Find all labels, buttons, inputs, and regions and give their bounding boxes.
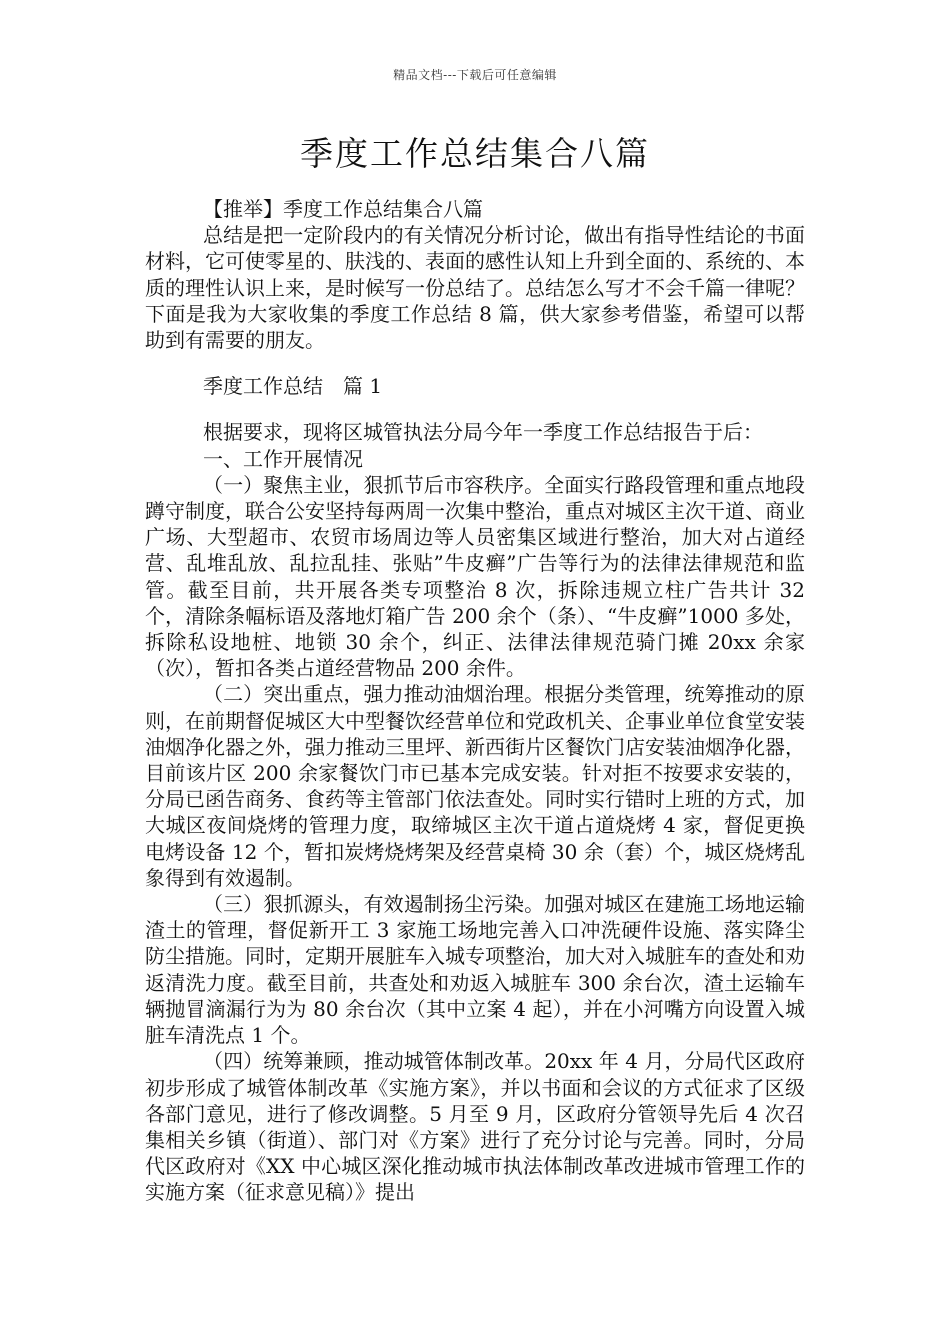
spacer (145, 353, 805, 373)
paragraph-1: （一）聚焦主业，狠抓节后市容秩序。全面实行路段管理和重点地段蹲守制度，联合公安坚持每两周一次集中整治，重点对城区主次干道、商业广场、大型超市、农贸市场周边等人员密集区域进行整治，加大对占道经营、乱堆乱放、乱拉乱挂、张贴”牛皮癣”广告等行为的法律法律规范和监管。截至目前，共开展各类专项整治 8 次，拆除违规立柱广告共计 32 个，清除条幅标语及落地灯箱广告 200 余个（条）、“牛皮癣”1000 多处，拆除私设地桩、地锁 30 余个，纠正、法律法律规范骑门摊 20xx 余家（次），暂扣各类占道经营物品 200 余件。 (145, 472, 805, 681)
document-body (145, 196, 805, 1206)
paragraph-3: （三）狠抓源头，有效遏制扬尘污染。加强对城区在建施工场地运输渣土的管理，督促新开工 3 家施工场地完善入口冲洗硬件设施、落实降尘防尘措施。同时，定期开展脏车入城专项整治，加大对入城脏车的查处和劝返清洗力度。截至目前，共查处和劝返入城脏车 300 余台次，渣土运输车辆抛冒滴漏行为为 80 余台次（其中立案 4 起），并在小河嘴方向设置入城脏车清洗点 1 个。 (145, 892, 805, 1048)
opening-line: 根据要求，现将区城管执法分局今年一季度工作总结报告于后： (203, 420, 763, 445)
paragraph-4: （四）统筹兼顾，推动城管体制改革。20xx 年 4 月，分局代区政府初步形成了城管体制改革《实施方案》，并以书面和会议的方式征求了区级各部门意见，进行了修改调整。5 月至 9 月，区政府分管领导先后 4 次召集相关乡镇（街道）、部门对《方案》进行了充分讨论与完善。同时，分局代区政府对《XX 中心城区深化推动城市执法体制改革改进城市管理工作的实施方案（征求意见稿）》提出 (145, 1049, 805, 1205)
intro-paragraph: 总结是把一定阶段内的有关情况分析讨论，做出有指导性结论的书面材料，它可使零星的、肤浅的、表面的感性认知上升到全面的、系统的、本质的理性认识上来，是时候写一份总结了。总结怎么写才不会千篇一律呢？下面是我为大家收集的季度工作总结 8 篇，供大家参考借鉴，希望可以帮助到有需要的朋友。 (145, 223, 805, 353)
spacer (145, 399, 805, 419)
subheading: 一、工作开展情况 (203, 446, 363, 471)
document-title: 季度工作总结集合八篇 (300, 134, 650, 173)
paragraph-2: （二）突出重点，强力推动油烟治理。根据分类管理，统筹推动的原则，在前期督促城区大中型餐饮经营单位和党政机关、企事业单位食堂安装油烟净化器之外，强力推动三里坪、新西街片区餐饮门店安装油烟净化器，目前该片区 200 余家餐饮门市已基本完成安装。针对拒不按要求安装的，分局已函告商务、食药等主管部门依法查处。同时实行错时上班的方式，加大城区夜间烧烤的管理力度，取缔城区主次干道占道烧烤 4 家，督促更换电烤设备 12 个，暂扣炭烤烧烤架及经营桌椅 30 余（套）个，城区烧烤乱象得到有效遏制。 (145, 682, 805, 890)
section-heading: 季度工作总结 篇 1 (203, 374, 383, 399)
header-note: 精品文档---下载后可任意编辑 (393, 68, 557, 82)
intro-label: 【推举】季度工作总结集合八篇 (203, 197, 483, 221)
